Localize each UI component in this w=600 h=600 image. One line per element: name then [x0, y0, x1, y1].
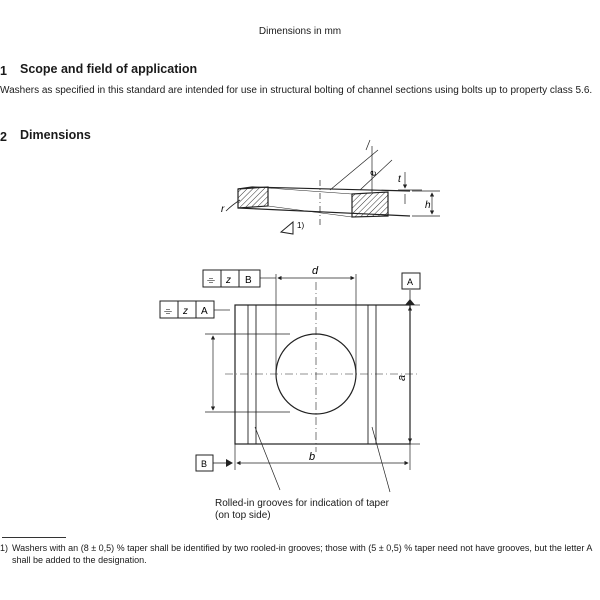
- datum-a-label: A: [407, 277, 414, 287]
- scope-paragraph: Washers as specified in this standard are intended for use in structural bolting of channel sections using bolts up to property class 5.6.: [0, 85, 593, 96]
- frame2-datum: A: [201, 306, 208, 317]
- groove-caption: [215, 498, 389, 522]
- side-view: [226, 140, 440, 226]
- taper-symbol: [281, 221, 304, 234]
- groove-caption-line1: Rolled-in grooves for indication of taper: [215, 498, 389, 509]
- footnote-text: Washers with an (8 ± 0,5) % taper shall be identified by two rooled-in grooves; those with (5 ± 0,5) % taper need not have grooves, but the letter A shall be added to the designation.: [12, 543, 592, 565]
- frame1-symbol: ⌯: [207, 275, 215, 286]
- label-h: h: [425, 200, 431, 211]
- side-view-left-section: [238, 187, 268, 208]
- units-note: Dimensions in mm: [258, 26, 342, 37]
- plan-view-outline: [235, 305, 410, 444]
- label-d: d: [312, 265, 319, 277]
- frame1-datum: B: [245, 275, 252, 286]
- datum-a-box: [402, 273, 420, 289]
- label-t: t: [398, 174, 401, 185]
- frame2-symbol: ⌯: [164, 306, 172, 317]
- control-frame-symmetry-b: [203, 270, 260, 287]
- label-e: e: [368, 170, 379, 176]
- label-b: b: [309, 451, 316, 463]
- footnote-marker: 1): [0, 543, 9, 553]
- label-a: a: [396, 374, 408, 381]
- section-2-title: Dimensions: [20, 128, 91, 142]
- taper-footnote-ref: 1): [297, 221, 305, 230]
- label-r: r: [221, 204, 225, 215]
- groove-caption-line2: (on top side): [215, 510, 271, 521]
- footnote-rule: [2, 537, 66, 538]
- section-2-number: 2: [0, 130, 7, 144]
- frame2-z: z: [183, 306, 188, 317]
- frame1-z: z: [226, 275, 231, 286]
- section-1-title: Scope and field of application: [20, 62, 198, 76]
- datum-b-label: B: [201, 459, 208, 469]
- datum-b-box: [196, 455, 233, 471]
- section-1-number: 1: [0, 64, 7, 78]
- control-frame-symmetry-a: [160, 301, 214, 318]
